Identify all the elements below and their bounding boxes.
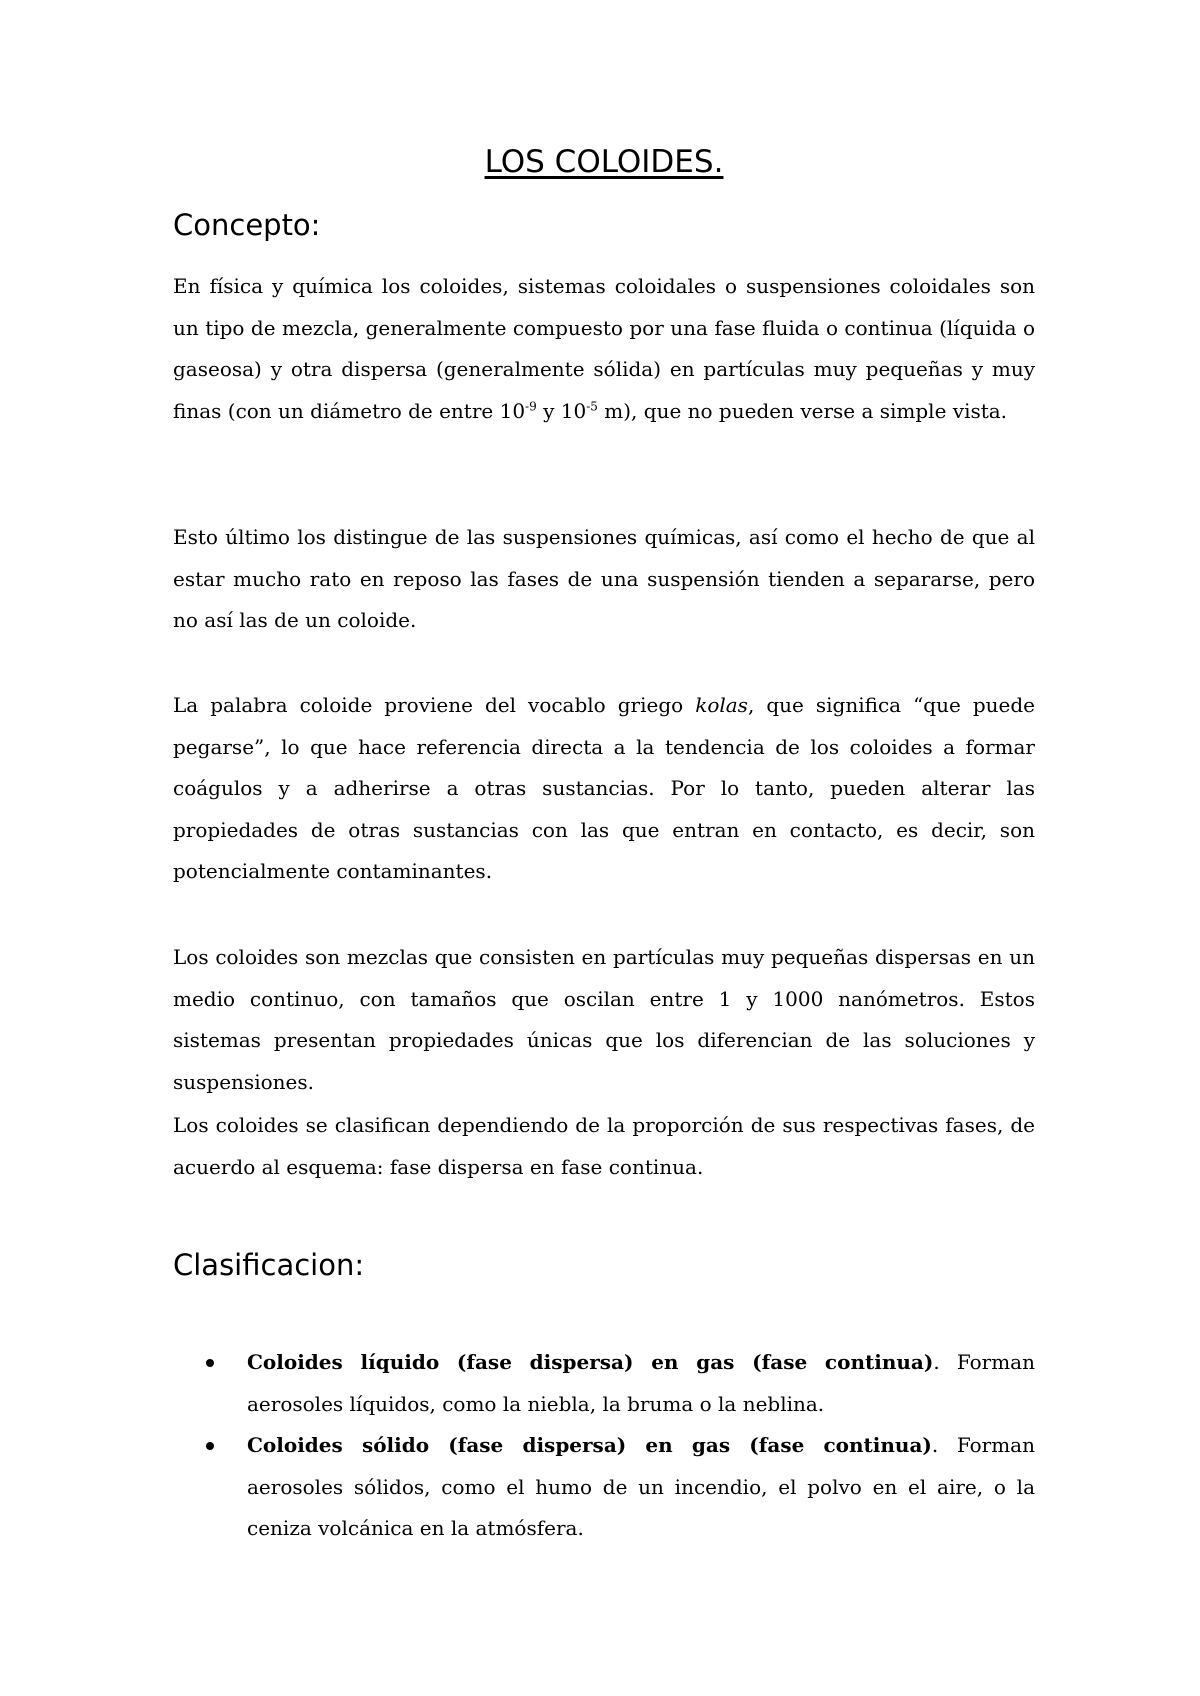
list-item — [173, 1342, 1035, 1425]
document-title: LOS COLOIDES. — [484, 144, 724, 180]
paragraph-mixtures: Los coloides son mezclas que consisten en partículas muy pequeñas dispersas en un medio continuo, con tamaños que oscilan entre 1 y 1000 nanómetros. Estos sistemas presentan propiedades únicas que los diferencian de las soluciones y suspensiones. — [173, 945, 1035, 1094]
paragraph-etymology-text-a: La palabra coloide proviene del vocablo griego — [173, 693, 696, 717]
paragraph-etymology — [173, 685, 1035, 893]
bullet-icon — [206, 1359, 214, 1367]
section-heading-concepto: Concepto: — [173, 208, 321, 242]
paragraph-classification-intro: Los coloides se clasifican dependiendo de la proporción de sus respectivas fases, de acuerdo al esquema: fase dispersa en fase continua. — [173, 1113, 1035, 1179]
paragraph-definition-text-c: m), que no pueden verse a simple vista. — [597, 398, 1008, 423]
list-item-bold: Coloides sólido (fase dispersa) en gas (fase continua) — [247, 1433, 932, 1457]
list-item-bold: Coloides líquido (fase dispersa) en gas (fase continua) — [247, 1350, 934, 1374]
list-item-text: . Forman aerosoles líquidos, como la niebla, la bruma o la neblina. — [247, 1350, 1035, 1416]
paragraph-etymology-text-b: , que significa “que puede pegarse”, lo que hace referencia directa a la tendencia de los coloides a formar coágulos y a adherirse a otras sustancias. Por lo tanto, pueden alterar las propiedades de otras sustancias con las que entran en contacto, es decir, son potencialmente contaminantes. — [173, 693, 1035, 883]
paragraph-definition — [173, 266, 1035, 432]
exponent-1: -9 — [525, 398, 537, 413]
classification-list — [173, 1342, 1035, 1550]
paragraph-definition-text-a: En física y química los coloides, sistemas coloidales o suspensiones coloidales son un tipo de mezcla, generalmente compuesto por una fase fluida o continua (líquida o gaseosa) y otra dispersa (generalmente sólida) en partículas muy pequeñas y muy finas (con un diámetro de entre 10 — [173, 274, 1035, 423]
section-heading-clasificacion: Clasificacion: — [173, 1248, 365, 1282]
paragraph-etymology-italic-word: kolas — [695, 693, 748, 717]
paragraph-definition-text-b: y 10 — [536, 398, 587, 423]
exponent-2: -5 — [586, 398, 598, 413]
list-item-text: . Forman aerosoles sólidos, como el humo de un incendio, el polvo en el aire, o la ceniza volcánica en la atmósfera. — [247, 1433, 1035, 1540]
bullet-icon — [206, 1442, 214, 1450]
list-item — [173, 1425, 1035, 1550]
paragraph-distinction: Esto último los distingue de las suspensiones químicas, así como el hecho de que al estar mucho rato en reposo las fases de una suspensión tienden a separarse, pero no así las de un coloide. — [173, 525, 1035, 632]
